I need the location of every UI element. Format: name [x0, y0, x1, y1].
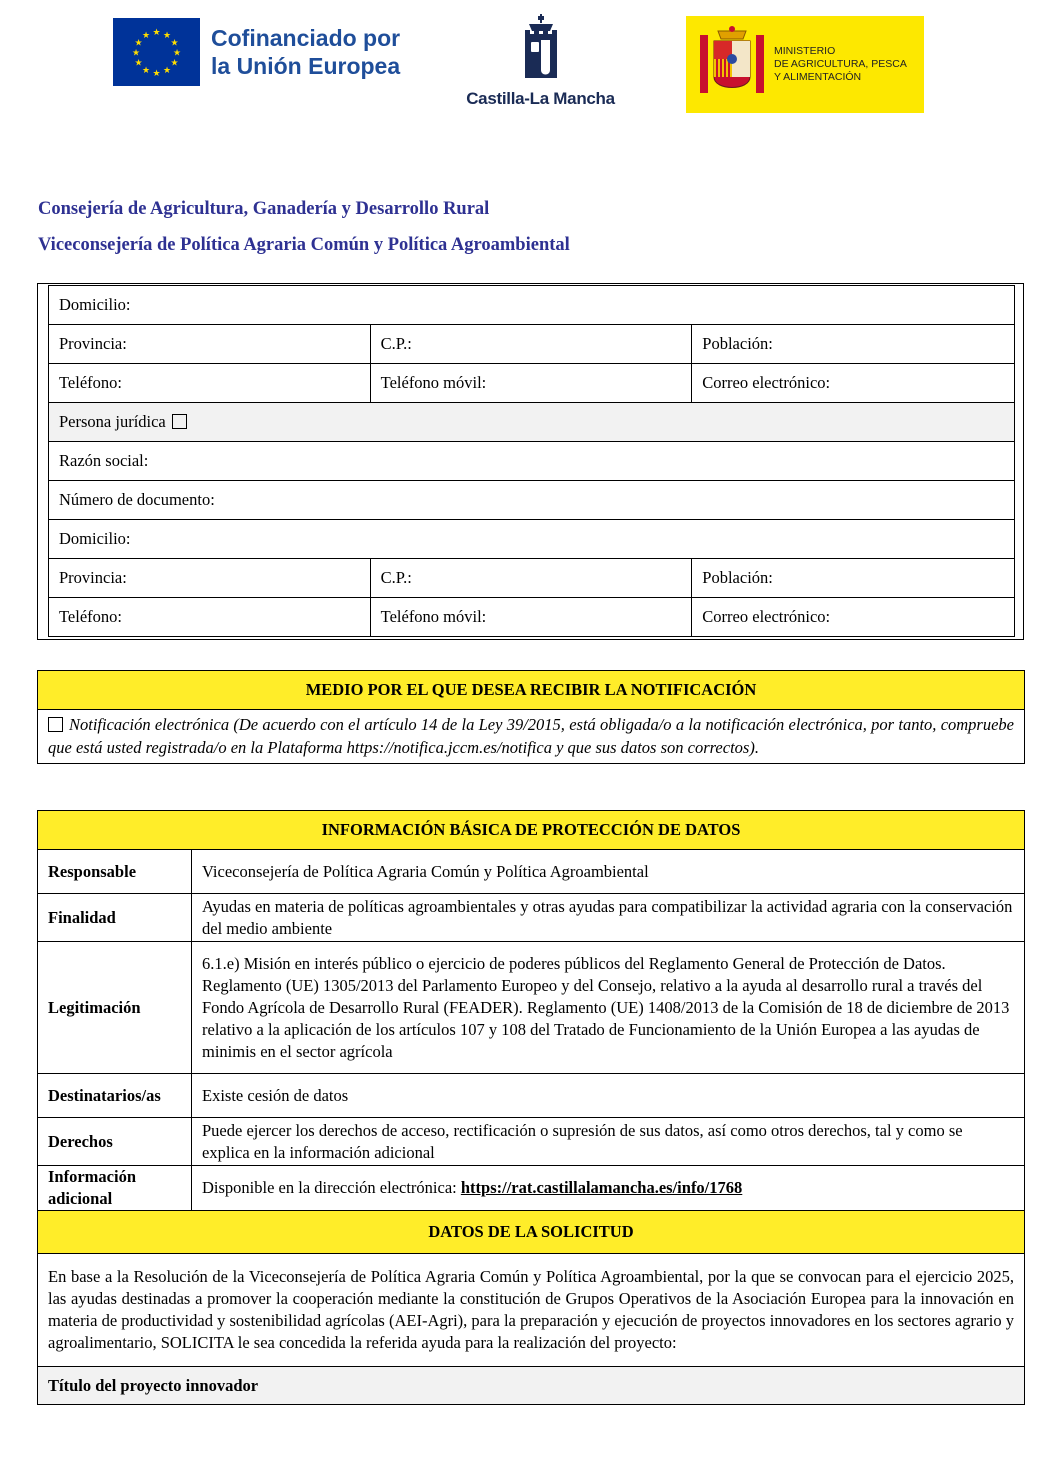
finalidad-label: Finalidad — [38, 894, 192, 942]
ministry-line1: MINISTERIO — [774, 45, 836, 57]
info-adicional-prefix: Disponible en la dirección electrónica: — [202, 1178, 461, 1197]
domicilio-field-2[interactable]: Domicilio: — [49, 520, 1015, 559]
telefono-movil-field[interactable]: Teléfono móvil: — [370, 364, 692, 403]
svg-text:★: ★ — [141, 31, 151, 41]
form-row — [49, 598, 1015, 637]
svg-text:★: ★ — [152, 69, 161, 79]
table-row — [38, 1166, 1025, 1211]
destinatarios-label: Destinatarios/as — [38, 1074, 192, 1118]
svg-text:★: ★ — [152, 28, 161, 38]
solicitud-header: DATOS DE LA SOLICITUD — [38, 1211, 1025, 1254]
form-row — [49, 403, 1015, 442]
table-row — [38, 942, 1025, 1074]
table-row — [38, 894, 1025, 942]
applicant-form-table — [48, 285, 1015, 637]
eu-flag-icon — [113, 18, 200, 86]
eu-logo-line2: la Unión Europea — [211, 53, 401, 79]
notificacion-electronica-checkbox[interactable] — [48, 717, 63, 732]
info-adicional-link[interactable]: https://rat.castillalamancha.es/info/1768 — [460, 1178, 743, 1197]
provincia-field-2[interactable]: Provincia: — [49, 559, 371, 598]
notification-table — [37, 670, 1025, 764]
svg-text:★: ★ — [134, 58, 143, 69]
svg-text:★: ★ — [162, 31, 172, 41]
cp-field[interactable]: C.P.: — [370, 325, 692, 364]
solicitud-text: En base a la Resolución de la Viceconsejería de Política Agraria Común y Política Agroambiental, por la que se convocan para el ejercicio 2025, las ayudas destinadas a promover la cooperación mediante la constitución de Grupos Operativos de la Asociación Europea para la innovación en materia de productividad y sostenibilidad agrícolas (AEI-Agri), para la preparación y ejecución de proyectos innovadores en los sectores agrario y agroalimentario, SOLICITA le sea concedida la referida ayuda para la realización del proyecto: — [38, 1254, 1025, 1367]
destinatarios-value: Existe cesión de datos — [192, 1074, 1025, 1118]
table-row — [38, 1118, 1025, 1166]
correo-field[interactable]: Correo electrónico: — [692, 364, 1015, 403]
clm-castle-icon — [511, 14, 571, 84]
eu-logo-line1: Cofinanciado por — [211, 25, 401, 51]
data-protection-header: INFORMACIÓN BÁSICA DE PROTECCIÓN DE DATOS — [38, 811, 1025, 850]
table-row — [38, 1074, 1025, 1118]
legitimacion-text-2: Reglamento (UE) 1305/2013 del Parlamento Europeo y del Consejo, relativo a la ayuda al desarrollo rural a través del Fondo Agrícola de Desarrollo Rural (FEADER). Reglamento (UE) 1408/2013 de la Comisión de 18 de diciembre de 2013 relativo a la aplicación de los artículos 107 y 108 del Tratado de Funcionamiento de la Unión Europea a las ayudas de minimis en el sector agrícola — [202, 975, 1010, 1061]
persona-juridica-label: Persona jurídica — [59, 412, 166, 431]
poblacion-field[interactable]: Población: — [692, 325, 1015, 364]
spain-coat-of-arms-icon — [700, 25, 764, 105]
persona-juridica-row — [49, 403, 1015, 442]
derechos-value: Puede ejercer los derechos de acceso, rectificación o supresión de sus datos, así como otros derechos, tal y como se explica en la información adicional — [192, 1118, 1025, 1166]
domicilio-field[interactable]: Domicilio: — [49, 286, 1015, 325]
svg-text:★: ★ — [170, 38, 179, 49]
ministry-logo — [686, 16, 924, 113]
ministry-line3: Y ALIMENTACIÓN — [774, 71, 862, 83]
telefono-movil-field-2[interactable]: Teléfono móvil: — [370, 598, 692, 637]
castilla-la-mancha-logo — [463, 14, 618, 109]
form-row — [49, 520, 1015, 559]
info-adicional-label: Información adicional — [38, 1166, 192, 1211]
persona-juridica-checkbox[interactable] — [172, 414, 187, 429]
responsable-label: Responsable — [38, 850, 192, 894]
legitimacion-value — [192, 942, 1025, 1074]
svg-text:★: ★ — [172, 48, 182, 59]
provincia-field[interactable]: Provincia: — [49, 325, 371, 364]
form-row — [49, 286, 1015, 325]
titulo-proyecto-field[interactable]: Título del proyecto innovador — [38, 1367, 1025, 1405]
telefono-field-2[interactable]: Teléfono: — [49, 598, 371, 637]
notification-text: Notificación electrónica (De acuerdo con el artículo 14 de la Ley 39/2015, está obligada/o a la notificación electrónica, por tanto, compruebe que está usted registrada/o en la Plataforma https://notifica.jccm.es/notifica y que sus datos son correctos). — [48, 715, 1014, 757]
telefono-field[interactable]: Teléfono: — [49, 364, 371, 403]
form-row — [49, 325, 1015, 364]
form-row — [49, 364, 1015, 403]
legitimacion-text-1: 6.1.e) Misión en interés público o ejercicio de poderes públicos del Reglamento General de Protección de Datos. — [202, 953, 946, 973]
notification-header: MEDIO POR EL QUE DESEA RECIBIR LA NOTIFICACIÓN — [38, 671, 1025, 710]
razon-social-field[interactable]: Razón social: — [49, 442, 1015, 481]
form-row — [49, 442, 1015, 481]
correo-field-2[interactable]: Correo electrónico: — [692, 598, 1015, 637]
form-row — [49, 481, 1015, 520]
svg-text:★: ★ — [134, 38, 143, 49]
svg-text:★: ★ — [170, 58, 179, 69]
poblacion-field-2[interactable]: Población: — [692, 559, 1015, 598]
eu-logo-text — [211, 24, 400, 80]
notification-option — [38, 710, 1025, 764]
svg-text:★: ★ — [162, 66, 172, 76]
cp-field-2[interactable]: C.P.: — [370, 559, 692, 598]
responsable-value: Viceconsejería de Política Agraria Común y Política Agroambiental — [192, 850, 1025, 894]
svg-text:★: ★ — [141, 66, 151, 76]
viceconsejeria-title: Viceconsejería de Política Agraria Común y Política Agroambiental — [38, 235, 570, 255]
clm-logo-text: Castilla-La Mancha — [466, 89, 615, 108]
eu-stars-icon — [113, 18, 200, 86]
derechos-label: Derechos — [38, 1118, 192, 1166]
info-adicional-value — [192, 1166, 1025, 1211]
consejeria-title: Consejería de Agricultura, Ganadería y Desarrollo Rural — [38, 199, 490, 219]
data-protection-table — [37, 810, 1025, 1405]
numero-documento-field[interactable]: Número de documento: — [49, 481, 1015, 520]
table-row — [38, 850, 1025, 894]
finalidad-value: Ayudas en materia de políticas agroambientales y otras ayudas para compatibilizar la actividad agraria con la conservación del medio ambiente — [192, 894, 1025, 942]
ministry-logo-text — [774, 45, 907, 84]
legitimacion-label: Legitimación — [38, 942, 192, 1074]
eu-cofinancing-logo — [113, 18, 400, 86]
form-row — [49, 559, 1015, 598]
svg-text:★: ★ — [131, 48, 141, 59]
ministry-line2: DE AGRICULTURA, PESCA — [774, 58, 907, 70]
